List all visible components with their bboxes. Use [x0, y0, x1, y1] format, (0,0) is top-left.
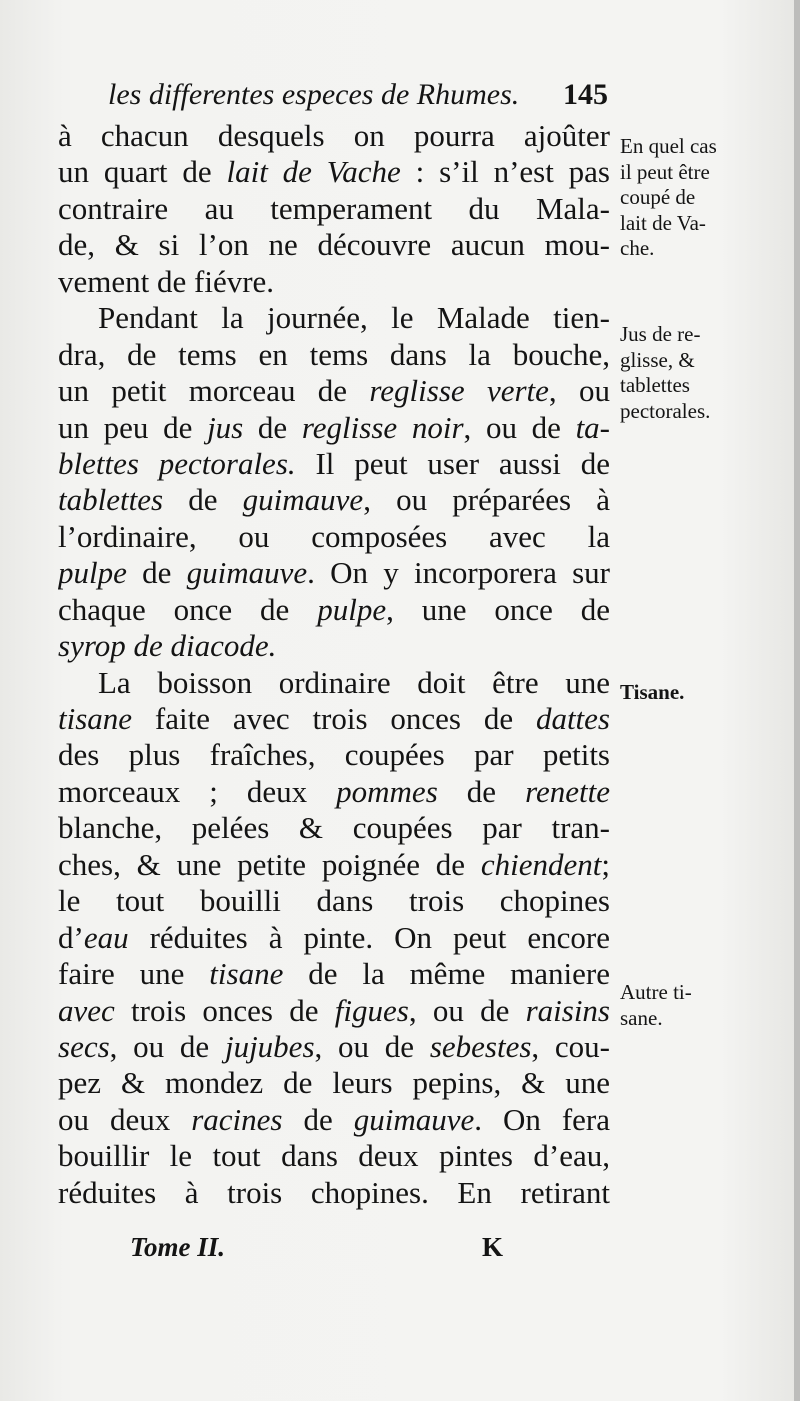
- text-segment: de: [282, 1101, 354, 1137]
- text-line: [58, 410, 610, 446]
- text-line: [58, 519, 610, 555]
- margin-note-line: sane.: [620, 1005, 663, 1030]
- text-line: [58, 1065, 610, 1101]
- text-line: [58, 118, 610, 154]
- text-segment: réduites à pinte. On peut encore: [128, 919, 610, 955]
- text-segment: Il peut user aussi de: [295, 445, 610, 481]
- text-segment: l’ordinaire, ou composées avec la: [58, 518, 610, 554]
- text-line: [58, 1138, 610, 1174]
- margin-note-line: En quel cas: [620, 134, 717, 158]
- text-line: [58, 956, 610, 992]
- italic-term: dattes: [535, 701, 610, 736]
- text-line: [58, 482, 610, 518]
- volume-label: Tome II.: [130, 1232, 226, 1262]
- page-footer: [130, 1232, 530, 1268]
- text-segment: faite avec trois onces de: [132, 701, 536, 736]
- text-line: [58, 701, 610, 737]
- text-line: [58, 1029, 610, 1065]
- margin-note-autre-tisane: [620, 980, 760, 1031]
- italic-term: tablettes: [58, 482, 164, 518]
- italic-term: lait de Vache: [226, 154, 401, 190]
- italic-term: syrop de diacode.: [58, 628, 277, 664]
- text-segment: : s’il n’est pas: [400, 154, 610, 190]
- margin-note-line: il peut être: [620, 159, 710, 184]
- text-line: [58, 1175, 610, 1211]
- text-line: [58, 920, 610, 956]
- margin-note-reglisse: [620, 322, 760, 424]
- text-line: [58, 847, 610, 883]
- text-line: [58, 883, 610, 919]
- margin-note-line: Autre ti-: [620, 980, 692, 1004]
- italic-term: jujubes: [224, 1028, 315, 1064]
- text-line: [58, 774, 610, 810]
- italic-term: reglisse noir: [301, 409, 464, 445]
- text-line: [58, 446, 610, 482]
- italic-term: reglisse verte: [369, 373, 549, 409]
- text-segment: , cou-: [531, 1028, 610, 1064]
- italic-term: ta-: [575, 409, 610, 445]
- running-header: [108, 78, 608, 120]
- italic-term: guimauve: [186, 555, 308, 591]
- italic-term: pulpe: [317, 591, 387, 627]
- text-segment: ;: [601, 846, 610, 882]
- text-line: [58, 227, 610, 263]
- text-line: [58, 300, 610, 336]
- page-edge: [794, 0, 800, 1401]
- italic-term: jus: [207, 409, 244, 445]
- text-line: [58, 993, 610, 1029]
- text-line: [58, 264, 610, 300]
- text-segment: ches, & une petite poignée de: [58, 846, 481, 882]
- text-segment: un peu de: [58, 409, 208, 445]
- text-segment: , ou de: [109, 1028, 225, 1064]
- text-segment: un quart de: [58, 154, 227, 190]
- text-segment: vement de fiévre.: [58, 263, 275, 299]
- text-segment: dra, de tems en tems dans la bouche,: [58, 336, 610, 372]
- text-segment: trois onces de: [114, 992, 335, 1028]
- text-segment: de: [163, 482, 243, 518]
- text-segment: faire une: [58, 956, 210, 992]
- running-title: les differentes especes de Rhumes.: [108, 78, 520, 111]
- italic-term: blettes pectorales.: [58, 445, 296, 481]
- italic-term: chiendent: [480, 846, 602, 882]
- page-number: 145: [563, 78, 608, 111]
- margin-note-line: lait de Va-: [620, 210, 706, 235]
- text-segment: d’: [58, 919, 84, 955]
- text-segment: Pendant la journée, le Malade tien-: [98, 300, 610, 336]
- text-line: [58, 154, 610, 190]
- text-segment: des plus fraîches, coupées par petits: [58, 737, 610, 773]
- text-segment: , ou de: [408, 992, 526, 1028]
- text-segment: . On fera: [474, 1101, 610, 1137]
- text-segment: un petit morceau de: [58, 373, 370, 409]
- text-segment: de: [437, 773, 526, 809]
- margin-note-lait: [620, 134, 760, 262]
- text-segment: de: [126, 555, 187, 591]
- italic-term: pommes: [336, 773, 438, 809]
- margin-note-line: tablettes: [620, 373, 690, 397]
- italic-term: guimauve: [353, 1101, 475, 1137]
- text-segment: contraire au temperament du Mala-: [58, 190, 610, 226]
- text-segment: morceaux ; deux: [58, 773, 337, 809]
- italic-term: raisins: [525, 992, 610, 1028]
- italic-term: secs: [58, 1028, 110, 1064]
- margin-note-line: glisse, &: [620, 347, 695, 372]
- text-segment: . On y incorporera sur: [307, 555, 610, 591]
- margin-note-line: pectorales.: [620, 398, 711, 423]
- margin-note-line: coupé de: [620, 185, 696, 209]
- italic-term: figues: [334, 992, 409, 1028]
- text-segment: de la même maniere: [283, 956, 610, 992]
- margin-note-tisane: [620, 680, 760, 706]
- text-segment: , ou de: [314, 1028, 430, 1064]
- text-line: [58, 737, 610, 773]
- text-line: [58, 1102, 610, 1138]
- text-line: [58, 337, 610, 373]
- italic-term: pulpe: [58, 555, 127, 591]
- italic-term: guimauve: [242, 482, 364, 518]
- text-segment: le tout bouilli dans trois chopines: [58, 883, 610, 919]
- italic-term: tisane: [209, 956, 284, 992]
- text-segment: blanche, pelées & coupées par tran-: [58, 810, 610, 846]
- text-line: [58, 810, 610, 846]
- italic-term: renette: [525, 773, 610, 809]
- margin-note-line: Jus de re-: [620, 322, 701, 346]
- italic-term: avec: [58, 992, 115, 1028]
- text-segment: de: [243, 409, 302, 445]
- text-segment: chaque once de: [58, 591, 318, 627]
- italic-term: sebestes: [429, 1028, 532, 1064]
- text-line: [58, 665, 610, 701]
- signature-mark: K: [482, 1232, 504, 1262]
- text-segment: ou deux: [58, 1101, 192, 1137]
- text-segment: , ou: [548, 373, 610, 409]
- text-line: [58, 373, 610, 409]
- text-segment: à chacun desquels on pourra ajoûter: [58, 118, 610, 153]
- text-segment: de, & si l’on ne découvre aucun mou-: [58, 227, 610, 263]
- text-segment: , ou de: [463, 409, 576, 445]
- text-line: [58, 191, 610, 227]
- text-line: [58, 628, 610, 664]
- margin-note-line: Tisane.: [620, 680, 685, 704]
- margin-note-line: che.: [620, 236, 655, 260]
- main-text-column: [58, 118, 610, 1211]
- text-line: [58, 555, 610, 591]
- text-segment: La boisson ordinaire doit être une: [98, 664, 610, 700]
- text-segment: , ou préparées à: [363, 482, 610, 518]
- text-segment: , une once de: [386, 591, 610, 627]
- italic-term: racines: [191, 1101, 283, 1137]
- text-segment: réduites à trois chopines. En retirant: [58, 1174, 610, 1210]
- italic-term: eau: [83, 919, 129, 955]
- text-line: [58, 592, 610, 628]
- text-segment: pez & mondez de leurs pepins, & une: [58, 1065, 610, 1101]
- italic-term: tisane: [58, 701, 133, 736]
- text-segment: bouillir le tout dans deux pintes d’eau,: [58, 1138, 610, 1174]
